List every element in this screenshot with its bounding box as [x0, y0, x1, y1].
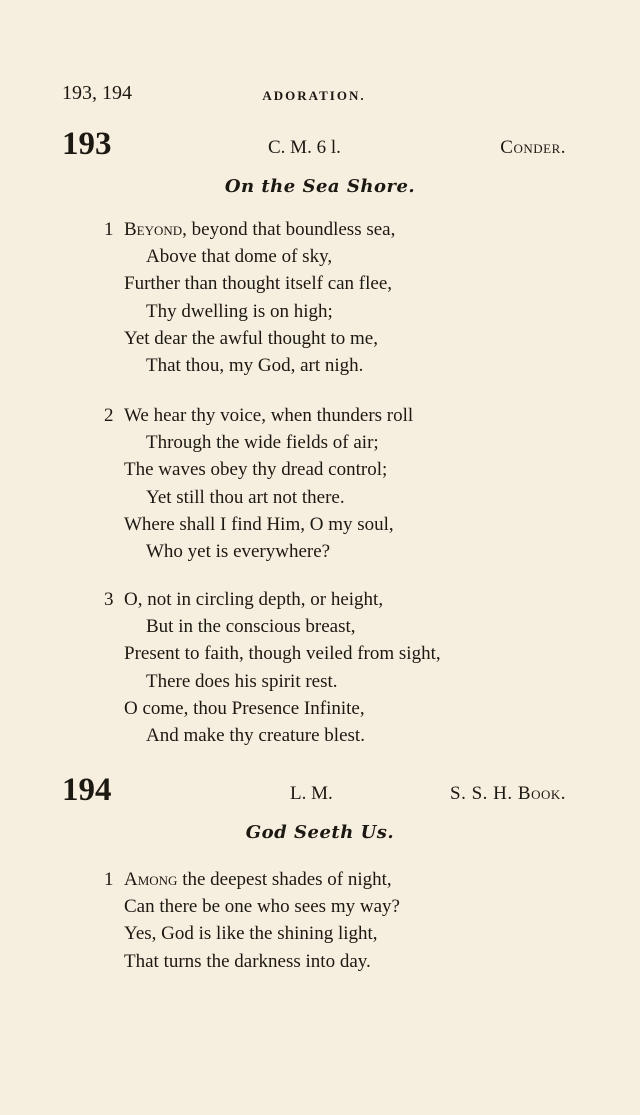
verse-line: Further than thought itself can flee,: [124, 273, 393, 295]
verse-line: Thy dwelling is on high;: [146, 300, 333, 322]
hymn-meter: L. M.: [290, 783, 333, 804]
hymn-193-header: [62, 126, 566, 170]
stanza-first-word: Among: [124, 869, 178, 890]
stanza-first-word: Beyond,: [124, 219, 187, 240]
verse-line: Present to faith, though veiled from sight,: [124, 643, 441, 665]
verse-line: beyond that boundless sea,: [186, 219, 396, 240]
hymn-194-title: God Seeth Us.: [245, 822, 395, 843]
verse-line: Above that dome of sky,: [146, 246, 333, 268]
page-header: [62, 82, 566, 112]
verse-line: Yet still thou art not there.: [146, 486, 345, 508]
page-header-numbers: 193, 194: [62, 82, 132, 104]
verse-line: Yes, God is like the shining light,: [124, 923, 378, 945]
verse-line: Can there be one who sees my way?: [124, 896, 400, 918]
hymn-number: 194: [62, 772, 112, 808]
verse-line: And make thy creature blest.: [146, 724, 365, 746]
verse-line: Where shall I find Him, O my soul,: [124, 513, 394, 535]
verse-line: Yet dear the awful thought to me,: [124, 327, 378, 349]
verse-line: There does his spirit rest.: [146, 670, 338, 692]
verse-line: the deepest shades of night,: [177, 869, 392, 890]
hymn-194-stanza-1: [104, 866, 400, 975]
hymn-193-stanza-1: [104, 216, 395, 379]
verse-line: But in the conscious breast,: [146, 616, 356, 638]
hymn-number: 193: [62, 126, 112, 162]
verse-line: The waves obey thy dread control;: [124, 459, 388, 481]
stanza-number: 2: [104, 405, 114, 426]
verse-line: That turns the darkness into day.: [124, 950, 371, 972]
hymn-194-header: [62, 772, 566, 816]
hymn-meter: C. M. 6 l.: [268, 137, 341, 158]
stanza-number: 1: [104, 219, 114, 240]
page-header-section: ADORATION.: [262, 88, 366, 103]
hymn-193-stanza-3: [104, 586, 441, 749]
hymn-193-title: On the Sea Shore.: [224, 176, 416, 197]
stanza-number: 1: [104, 869, 114, 890]
verse-line: Through the wide fields of air;: [146, 432, 379, 454]
verse-line: O, not in circling depth, or height,: [124, 589, 384, 610]
hymn-author: Conder.: [500, 137, 566, 158]
verse-line: That thou, my God, art nigh.: [146, 354, 364, 376]
stanza-number: 3: [104, 589, 114, 610]
verse-line: We hear thy voice, when thunders roll: [124, 405, 414, 426]
verse-line: Who yet is everywhere?: [146, 540, 331, 562]
hymn-author: S. S. H. Book.: [450, 783, 566, 804]
verse-line: O come, thou Presence Infinite,: [124, 697, 365, 719]
hymn-193-stanza-2: [104, 402, 413, 565]
